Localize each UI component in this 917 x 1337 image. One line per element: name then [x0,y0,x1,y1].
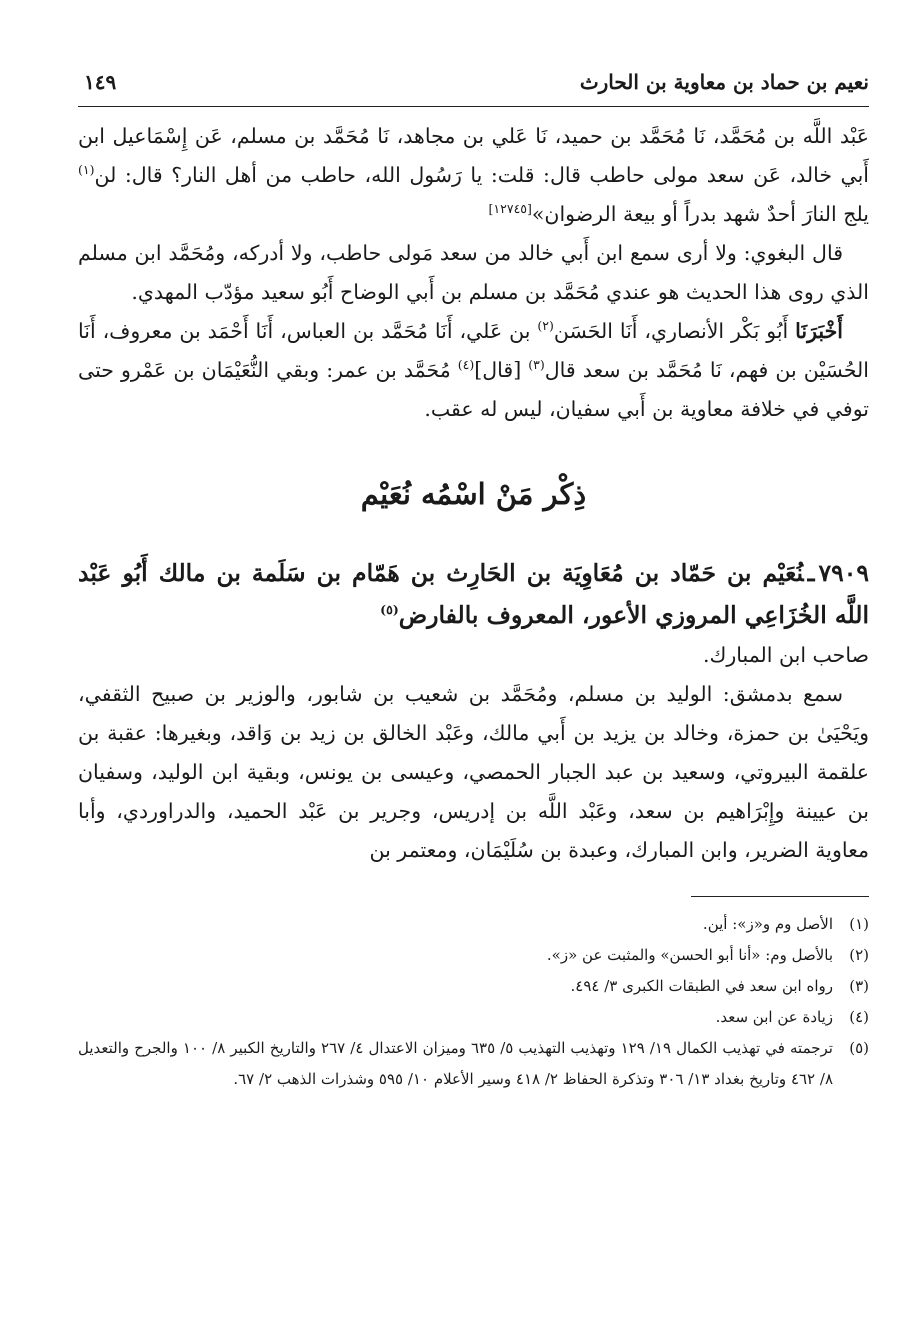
footnote-1 [78,909,869,940]
footnotes [78,909,869,1095]
entry-dash: ـ [807,559,815,587]
footnote-ref-3: (٣) [528,357,545,373]
footnote-2 [78,940,869,971]
footnote-3 [78,971,869,1002]
paragraph-isnad-text-1: أَبُو بَكْر الأنصاري، أَنَا الحَسَن [553,319,796,343]
paragraph-isnad-text-4: مُحَمَّد بن عمر: وبقي النُّعَيْمَان بن عَمْرو حتى توفي في خلافة معاوية بن أَبي سفيان، ليس له عقب. [78,358,869,421]
footnote-text: الأصل وم و«ز»: أين. [702,915,833,933]
footnote-5 [78,1033,869,1095]
paragraph-isnad [78,312,869,429]
footnote-number: (٢) [849,946,869,964]
footnote-text: ترجمته في تهذيب الكمال ١٩/ ١٢٩ وتهذيب التهذيب ٥/ ٦٣٥ وميزان الاعتدال ٤/ ٢٦٧ والتاريخ الكبير ٨/ ١٠٠ والجرح والتعديل ٨/ ٤٦٢ وتاريخ بغداد ١٣/ ٣٠٦ وتذكرة الحفاظ ٢/ ٤١٨ وسير الأعلام ١٠/ ٥٩٥ وشذرات الذهب ٢/ ٦٧. [78,1039,833,1088]
paragraph-companion: صاحب ابن المبارك. [702,643,869,667]
footnote-ref-4: (٤) [457,357,475,373]
paragraph-hadith-text-continued: يلج النارَ أحدٌ شهد بدراً أو بيعة الرضوان» [531,202,869,226]
footnote-ref-1: (١) [78,162,95,178]
running-title: نعيم بن حماد بن معاوية بن الحارث [579,70,869,94]
footnote-number: (٤) [849,1008,869,1026]
paragraph-isnad-text-2: بن عَلي، أَنَا مُحَمَّد بن العباس، أَنَا أَحْمَد بن معروف، أَنَا الحُسَيْن بن فهم، نَا مُحَمَّد بن سعد قال [78,319,869,382]
footnote-ref-2: (٢) [537,318,554,334]
footnote-number: (٣) [849,977,869,995]
footnote-number: (١) [849,915,869,933]
source-number: [١٢٧٤٥] [488,201,532,217]
page-number: ١٤٩ [84,70,117,94]
footnote-number: (٥) [849,1039,869,1057]
footnote-text: بالأصل وم: «أنا أبو الحسن» والمثبت عن «ز». [546,946,833,964]
footnote-text: رواه ابن سعد في الطبقات الكبرى ٣/ ٤٩٤. [570,977,833,995]
entry-number: ٧٩٠٩ [818,559,869,587]
footnote-ref-5: (٥) [380,602,399,618]
footnote-text: زيادة عن ابن سعد. [715,1008,833,1026]
entry-heading [78,552,869,636]
entry-title: نُعَيْم بن حَمّاد بن مُعَاوِيَة بن الحَارِث بن هَمّام بن سَلَمة بن مالك أَبُو عَبْد اللَّه الخُزَاعِي المروزي الأعور، المعروف بالفارض [78,559,869,629]
footnote-divider [691,896,869,897]
section-heading: ذِكْر مَنْ اسْمُه نُعَيْم [360,477,587,511]
footnote-4 [78,1002,869,1033]
paragraph-baghawi: قال البغوي: ولا أرى سمع ابن أَبي خالد من سعد مَولى حاطب، ولا أدركه، ومُحَمَّد ابن مسلم الذي روى هذا الحديث هو عندي مُحَمَّد بن مسلم بن أَبي الوضاح أَبُو سعيد مؤدّب المهدي. [78,241,869,304]
paragraph-hadith [78,117,869,234]
book-page [78,62,869,1312]
paragraph-hadith-text: عَبْد اللَّه بن مُحَمَّد، نَا مُحَمَّد بن حميد، نَا عَلي بن مجاهد، نَا مُحَمَّد بن مسلم، عَن إِسْمَاعيل ابن أَبي خالد، عَن سعد مولى حاطب قال: قلت: يا رَسُول الله، حاطب من أهل النار؟ قال: لن [78,124,869,187]
running-header [78,62,869,107]
paragraph-teachers: سمع بدمشق: الوليد بن مسلم، ومُحَمَّد بن شعيب بن شابور، والوزير بن صبيح الثقفي، ويَحْيَىٰ بن حمزة، وخالد بن يزيد بن أَبي مالك، وعَبْد الخالق بن زيد بن وَاقد، وبغيرها: عقبة بن علقمة البيروتي، وسعيد بن عبد الجبار الحمصي، وعيسى بن يونس، وبقية ابن الوليد، وسفيان بن عيينة وإِبْرَاهيم بن سعد، وعَبْد اللَّه بن إدريس، وجرير بن عَبْد الحميد، والدراوردي، وأبا معاوية الضرير، وابن المبارك، وعبدة بن سُلَيْمَان، ومعتمر بن [78,682,869,862]
paragraph-isnad-text-3: [قال] [474,358,529,382]
main-text [78,117,869,870]
paragraph-isnad-lead: أَخْبَرَنَا [795,319,843,343]
